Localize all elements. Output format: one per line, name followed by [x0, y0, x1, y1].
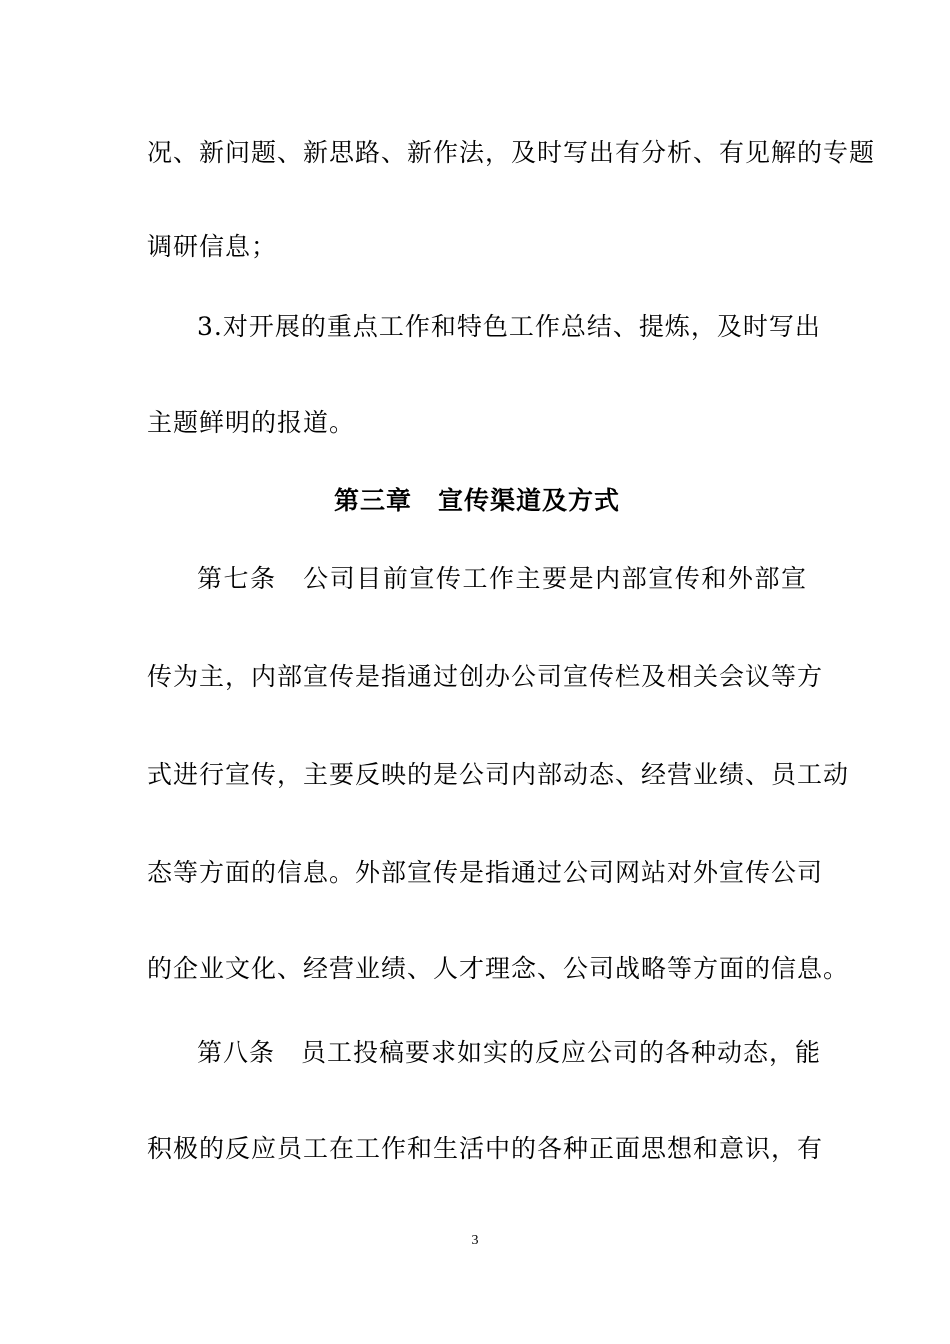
paragraph-line: 3.对开展的重点工作和特色工作总结、提炼，及时写出 [197, 312, 821, 341]
paragraph-line: 调研信息； [147, 232, 278, 261]
article-8-line: 第八条 员工投稿要求如实的反应公司的各种动态，能 [197, 1038, 822, 1067]
chapter-heading: 第三章 宣传渠道及方式 [333, 486, 620, 515]
article-8-line: 积极的反应员工在工作和生活中的各种正面思想和意识，有 [147, 1134, 824, 1163]
article-7-line: 传为主，内部宣传是指通过创办公司宣传栏及相关会议等方 [147, 662, 824, 691]
article-7-line: 态等方面的信息。外部宣传是指通过公司网站对外宣传公司 [147, 858, 824, 887]
paragraph-line: 况、新问题、新思路、新作法，及时写出有分析、有见解的专题 [147, 138, 876, 167]
paragraph-line: 主题鲜明的报道。 [147, 408, 356, 437]
article-7-line: 的企业文化、经营业绩、人才理念、公司战略等方面的信息。 [147, 954, 850, 983]
article-7-line: 式进行宣传，主要反映的是公司内部动态、经营业绩、员工动 [147, 760, 850, 789]
page-number: 3 [471, 1233, 479, 1248]
article-7-line: 第七条 公司目前宣传工作主要是内部宣传和外部宣 [197, 564, 807, 593]
